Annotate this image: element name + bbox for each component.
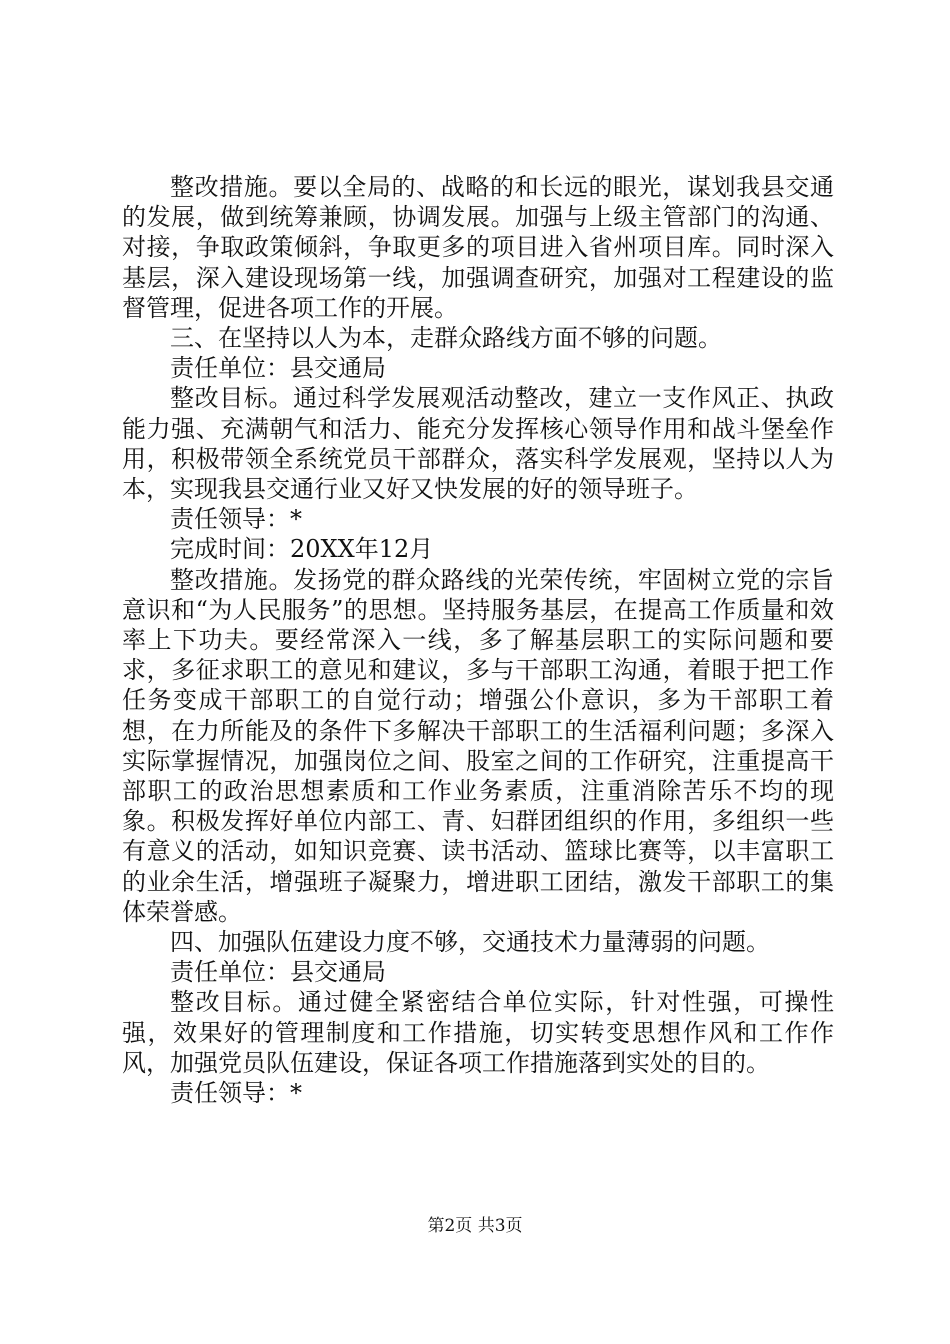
document-body	[122, 172, 834, 1108]
paragraph-rectification-goal-2: 整改目标。通过健全紧密结合单位实际，针对性强，可操性强，效果好的管理制度和工作措施，切实转变思想作风和工作作风，加强党员队伍建设，保证各项工作措施落到实处的目的。	[122, 988, 834, 1077]
section-heading-4: 四、加强队伍建设力度不够，交通技术力量薄弱的问题。	[170, 928, 770, 957]
responsible-unit-2: 责任单位：县交通局	[170, 958, 386, 987]
paragraph-rectification-measures-1: 整改措施。要以全局的、战略的和长远的眼光，谋划我县交通的发展，做到统筹兼顾，协调发展。加强与上级主管部门的沟通、对接，争取政策倾斜，争取更多的项目进入省州项目库。同时深入基层，深入建设现场第一线，加强调查研究，加强对工程建设的监督管理，促进各项工作的开展。	[122, 173, 834, 322]
paragraph-rectification-measures-2: 整改措施。发扬党的群众路线的光荣传统，牢固树立党的宗旨意识和“为人民服务”的思想。坚持服务基层，在提高工作质量和效率上下功夫。要经常深入一线，多了解基层职工的实际问题和要求，多征求职工的意见和建议，多与干部职工沟通，着眼于把工作任务变成干部职工的自觉行动；增强公仆意识，多为干部职工着想，在力所能及的条件下多解决干部职工的生活福利问题；多深入实际掌握情况，加强岗位之间、股室之间的工作研究，注重提高干部职工的政治思想素质和工作业务素质，注重消除苦乐不均的现象。积极发挥好单位内部工、青、妇群团组织的作用，多组织一些有意义的活动，如知识竞赛、读书活动、篮球比赛等，以丰富职工的业余生活，增强班子凝聚力，增进职工团结，激发干部职工的集体荣誉感。	[122, 565, 834, 926]
responsible-leader-2: 责任领导：*	[170, 1079, 302, 1108]
responsible-unit-1: 责任单位：县交通局	[170, 354, 386, 383]
section-heading-3: 三、在坚持以人为本，走群众路线方面不够的问题。	[170, 324, 722, 353]
responsible-leader-1: 责任领导：*	[170, 505, 302, 534]
completion-time-1: 完成时间：20XX年12月	[170, 535, 434, 564]
page-footer: 第2页 共3页	[427, 1216, 523, 1236]
paragraph-rectification-goal-1: 整改目标。通过科学发展观活动整改，建立一支作风正、执政能力强、充满朝气和活力、能充分发挥核心领导作用和战斗堡垒作用，积极带领全系统党员干部群众，落实科学发展观，坚持以人为本，实现我县交通行业又好又快发展的好的领导班子。	[122, 384, 834, 504]
